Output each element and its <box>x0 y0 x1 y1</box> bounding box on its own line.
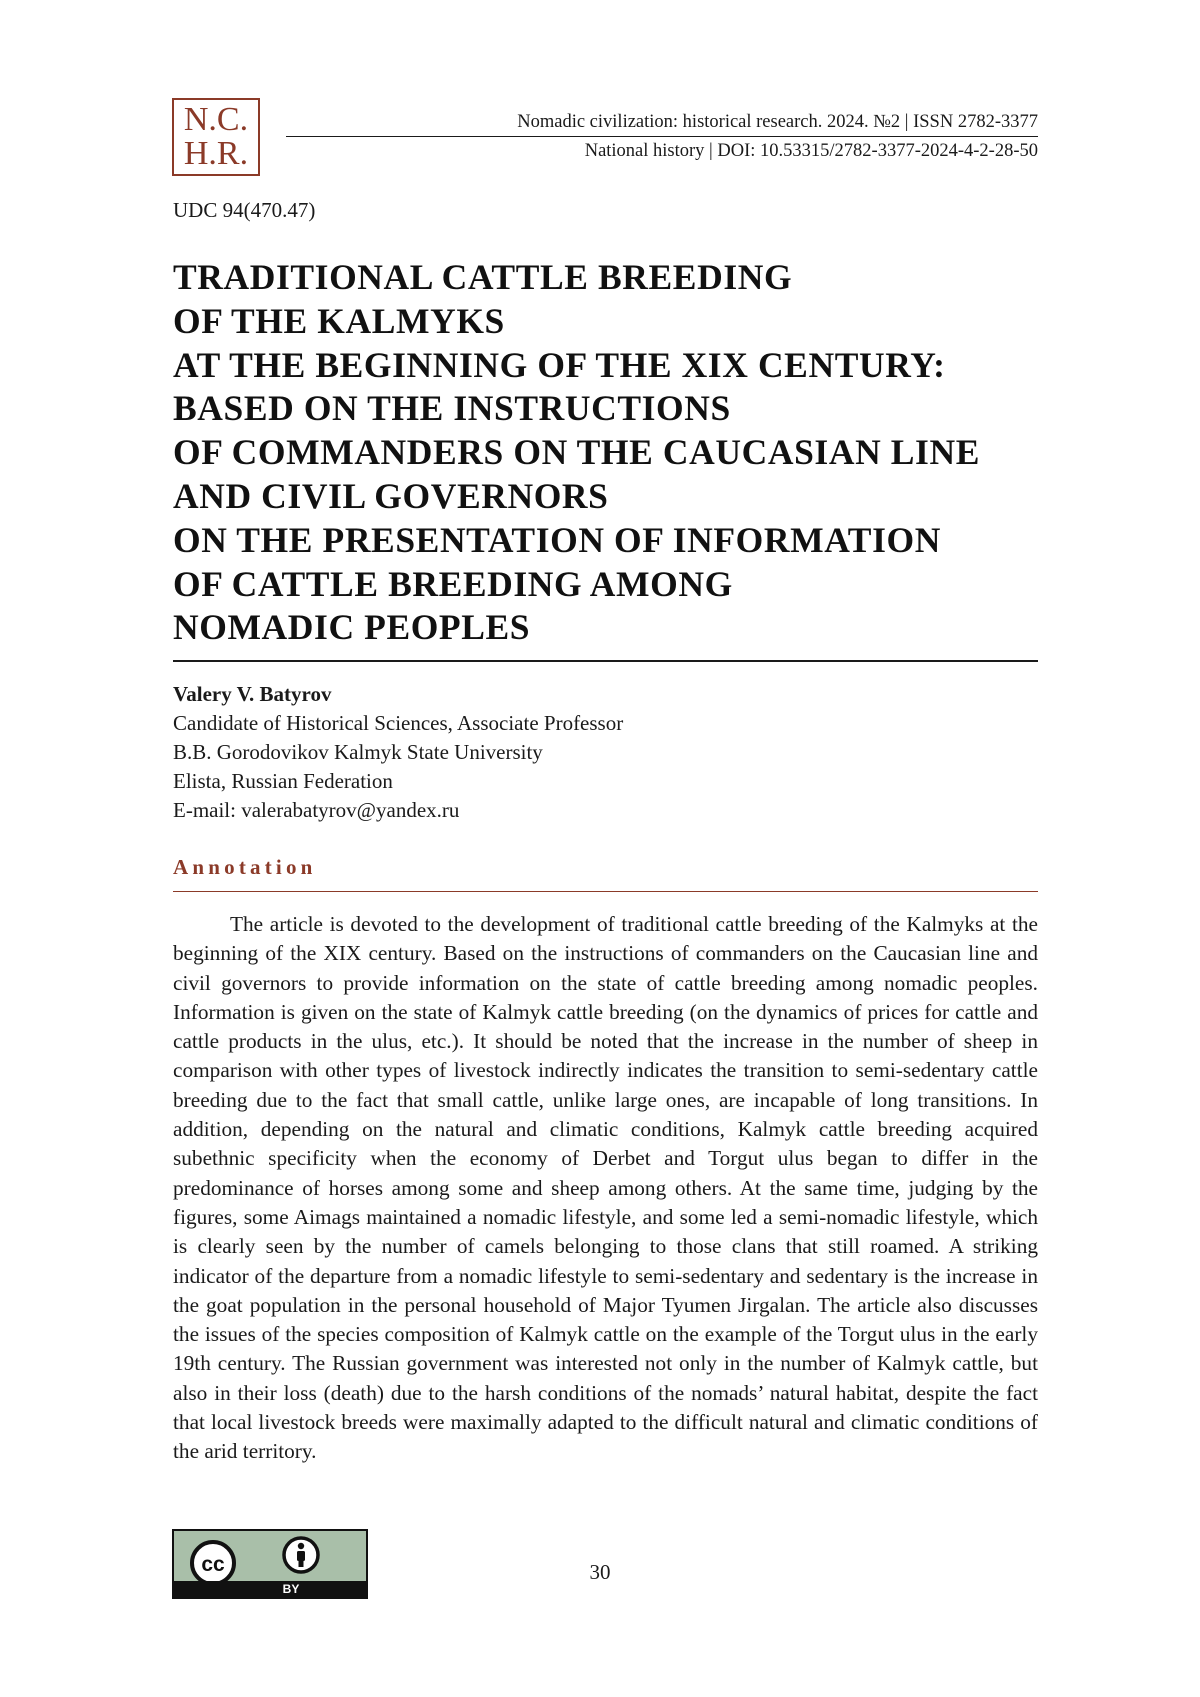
author-email[interactable]: E-mail: valerabatyrov@yandex.ru <box>173 798 460 822</box>
svg-text:cc: cc <box>201 1553 225 1576</box>
annotation-divider <box>173 891 1038 892</box>
title-line: BASED ON THE INSTRUCTIONS <box>173 388 731 429</box>
section-doi: National history | DOI: 10.53315/2782-3377-2024-4-2-28-50 <box>584 141 1038 161</box>
udc-code: UDC 94(470.47) <box>173 198 316 222</box>
author-location: Elista, Russian Federation <box>173 769 393 793</box>
annotation-heading: Annotation <box>173 855 317 879</box>
title-line: TRADITIONAL CATTLE BREEDING <box>173 257 793 297</box>
journal-logo <box>172 98 260 176</box>
author-affiliation: B.B. Gorodovikov Kalmyk State University <box>173 740 543 764</box>
author-name: Valery V. Batyrov <box>173 682 332 706</box>
title-line: AT THE BEGINNING OF THE XIX CENTURY: <box>173 344 946 385</box>
author-degree: Candidate of Historical Sciences, Associate Professor <box>173 711 624 735</box>
logo-line-1: N.C. <box>183 101 249 138</box>
title-line: ON THE PRESENTATION OF INFORMATION <box>173 519 941 560</box>
title-divider <box>173 660 1038 662</box>
article-title <box>173 256 1053 650</box>
author-block <box>173 680 1033 825</box>
title-line: OF COMMANDERS ON THE CAUCASIAN LINE <box>173 432 980 473</box>
title-line: OF THE KALMYKS <box>173 300 505 341</box>
logo-line-2: H.R. <box>183 135 249 172</box>
license-label: BY <box>174 1581 366 1597</box>
header-divider <box>286 136 1038 137</box>
title-line: NOMADIC PEOPLES <box>173 607 531 648</box>
journal-citation: Nomadic civilization: historical research. 2024. №2 | ISSN 2782-3377 <box>517 112 1038 132</box>
annotation-text: The article is devoted to the development of traditional cattle breeding of the Kalmyks at the beginning of the XIX century. Based on the instructions of commanders on the Caucasian line and civil governors to provide information on the state of cattle breeding among nomadic peoples. Information is given on the state of Kalmyk cattle breeding (on the dynamics of prices for cattle and cattle products in the ulus, etc.). It should be noted that the increase in the number of sheep in comparison with other types of livestock indirectly indicates the transition to semi-sedentary cattle breeding due to the fact that small cattle, unlike large ones, are incapable of long transitions. In addition, depending on the natural and climatic conditions, Kalmyk cattle breeding acquired subethnic specificity when the economy of Derbet and Torgut ulus began to differ in the predominance of horses among some and sheep among others. At the same time, judging by the figures, some Aimags maintained a nomadic lifestyle, and some led a semi-nomadic lifestyle, which is clearly seen by the number of camels belonging to those clans that still roamed. A striking indicator of the departure from a nomadic lifestyle to semi-sedentary and sedentary is the increase in the goat population in the personal household of Major Tyumen Jirgalan. The article also discusses the issues of the species composition of Kalmyk cattle on the example of the Torgut ulus in the early 19th century. The Russian government was interested not only in the number of Kalmyk cattle, but also in their loss (death) due to the harsh conditions of the nomads’ natural habitat, despite the fact that local livestock breeds were maximally adapted to the difficult natural and climatic conditions of the arid territory. <box>173 912 1038 1464</box>
title-line: OF CATTLE BREEDING AMONG <box>173 563 733 604</box>
title-line: AND CIVIL GOVERNORS <box>173 475 609 516</box>
page-number: 30 <box>589 1560 611 1584</box>
